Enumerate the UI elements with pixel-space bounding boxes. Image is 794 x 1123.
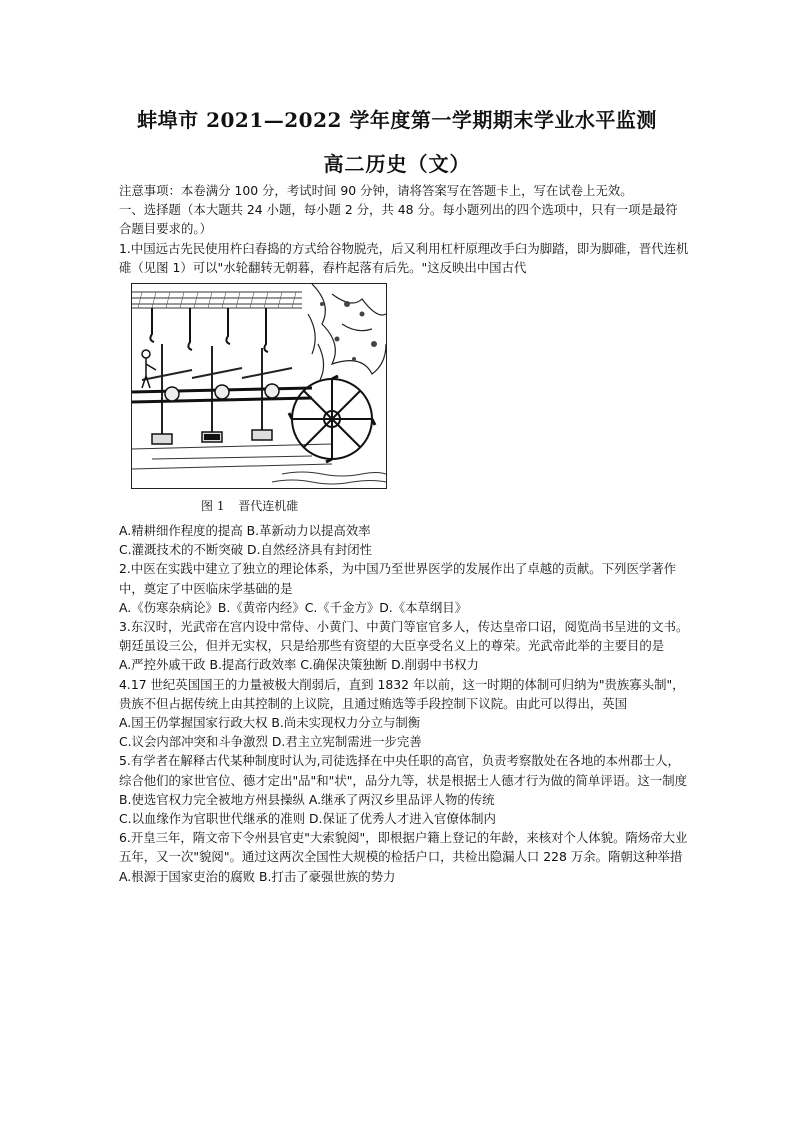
water-mill-illustration bbox=[132, 284, 386, 488]
question-6-options: A.根源于国家吏治的腐败 B.打击了豪强世族的势力 bbox=[119, 868, 396, 884]
figure-caption bbox=[201, 497, 689, 515]
question-4-options: C.议会内部冲突和斗争激烈 D.君主立宪制需进一步完善 bbox=[119, 734, 422, 750]
exam-title: 蚌埠市 2021—2022 学年度第一学期期末学业水平监测 bbox=[137, 108, 657, 132]
section-intro: 一、选择题（本大题共 24 小题，每小题 2 分，共 48 分。每小题列出的四个选项中，只有一项是最符合题目要求的。） bbox=[119, 202, 678, 237]
question-5-options: B.使选官权力完全被地方州县操纵 A.继承了两汉乡里品评人物的传统 bbox=[119, 791, 495, 807]
question-1-options: C.灌溉技术的不断突破 D.自然经济具有封闭性 bbox=[119, 542, 373, 558]
question-2-stem: 2.中医在实践中建立了独立的理论体系，为中国乃至世界医学的发展作出了卓越的贡献。下列医学著作中，奠定了中医临床学基础的是 bbox=[119, 561, 677, 596]
figure-lianjidui-illustration bbox=[131, 283, 387, 489]
exam-body bbox=[119, 181, 689, 886]
notice-text: 注意事项：本卷满分 100 分，考试时间 90 分钟，请将答案写在答题卡上，写在试卷上无效。 bbox=[119, 183, 633, 198]
exam-subtitle: 高二历史（文） bbox=[323, 152, 471, 176]
question-4-stem: 4.17 世纪英国国王的力量被极大削弱后，直到 1832 年以前，这一时期的体制可归纳为"贵族寡头制"，贵族不但占据传统上由其控制的上议院，且通过贿选等手段控制下议院。由此可以得出，英国 bbox=[119, 676, 685, 711]
figure-title: 晋代连机碓 bbox=[238, 499, 299, 514]
question-3-options: A.严控外戚干政 B.提高行政效率 C.确保决策独断 D.削弱中书权力 bbox=[119, 657, 479, 673]
question-1-options: A.精耕细作程度的提高 B.革新动力以提高效率 bbox=[119, 523, 371, 539]
question-4-options: A.国王仍掌握国家行政大权 B.尚未实现权力分立与制衡 bbox=[119, 715, 421, 731]
figure-number: 图 1 bbox=[201, 499, 225, 514]
question-3-stem: 3.东汉时，光武帝在宫内设中常侍、小黄门、中黄门等宦官多人，传达皇帝口诏，阅览尚书呈进的文书。朝廷虽设三公，但并无实权，只是给那些有资望的大臣享受名义上的尊荣。光武帝此举的主要目的是 bbox=[119, 619, 689, 654]
question-2-options: A.《伤寒杂病论》B.《黄帝内经》C.《千金方》D.《本草纲目》 bbox=[119, 599, 468, 615]
question-1-stem: 1.中国远古先民使用杵臼舂捣的方式给谷物脱壳，后又利用杠杆原理改手臼为脚踏，即为脚碓，晋代连机碓（见图 1）可以"水轮翻转无朝暮，舂杵起落有后先。"这反映出中国古代 bbox=[119, 240, 689, 275]
question-5-options: C.以血缘作为官职世代继承的准则 D.保证了优秀人才进入官僚体制内 bbox=[119, 811, 496, 827]
question-5-stem: 5.有学者在解释古代某种制度时认为,司徒选择在中央任职的高官，负责考察散处在各地的本州郡士人，综合他们的家世官位、德才定出"品"和"状"，品分九等，状是根据士人德才行为做的简单评语。这一制度 bbox=[119, 753, 687, 788]
question-6-stem: 6.开皇三年，隋文帝下令州县官吏"大索貌阅"，即根据户籍上登记的年龄，来核对个人体貌。隋炀帝大业五年，又一次"貌阅"。通过这两次全国性大规模的检括户口，共检出隐漏人口 228 万余。隋朝这种举措 bbox=[119, 830, 688, 865]
